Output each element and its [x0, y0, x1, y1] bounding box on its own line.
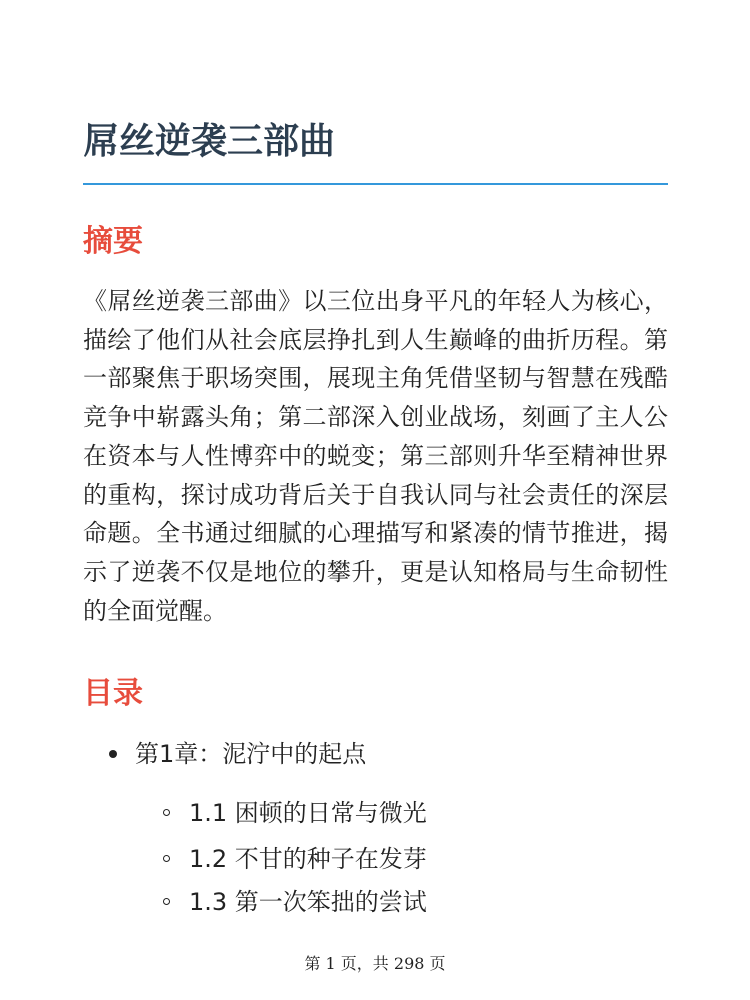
toc-section-label: 1.2 不甘的种子在发芽: [189, 845, 427, 873]
document-title: 屌丝逆袭三部曲: [83, 121, 336, 162]
bullet-circle-icon: [163, 809, 170, 816]
abstract-paragraph: 《屌丝逆袭三部曲》以三位出身平凡的年轻人为核心，描绘了他们从社会底层挣扎到人生巅峰的曲折历程。第一部聚焦于职场突围，展现主角凭借坚韧与智慧在残酷竞争中崭露头角；第二部深入创业战场，刻画了主人公在资本与人性博弈中的蜕变；第三部则升华至精神世界的重构，探讨成功背后关于自我认同与社会责任的深层命题。全书通过细腻的心理描写和紧凑的情节推进，揭示了逆袭不仅是地位的攀升，更是认知格局与生命韧性的全面觉醒。: [83, 287, 668, 625]
page-number-footer: 第 1 页，共 298 页: [304, 954, 446, 973]
toc-heading: 目录: [83, 676, 143, 711]
bullet-disc-icon: [109, 750, 117, 758]
document-page: [83, 0, 668, 1000]
toc-chapter-label: 第1章：泥泞中的起点: [135, 740, 367, 768]
toc-section-label: 1.3 第一次笨拙的尝试: [189, 888, 427, 916]
bullet-circle-icon: [163, 855, 170, 862]
bullet-circle-icon: [163, 898, 170, 905]
abstract-heading: 摘要: [83, 224, 143, 259]
toc-section-label: 1.1 困顿的日常与微光: [189, 799, 427, 827]
toc-list: [83, 0, 668, 1000]
